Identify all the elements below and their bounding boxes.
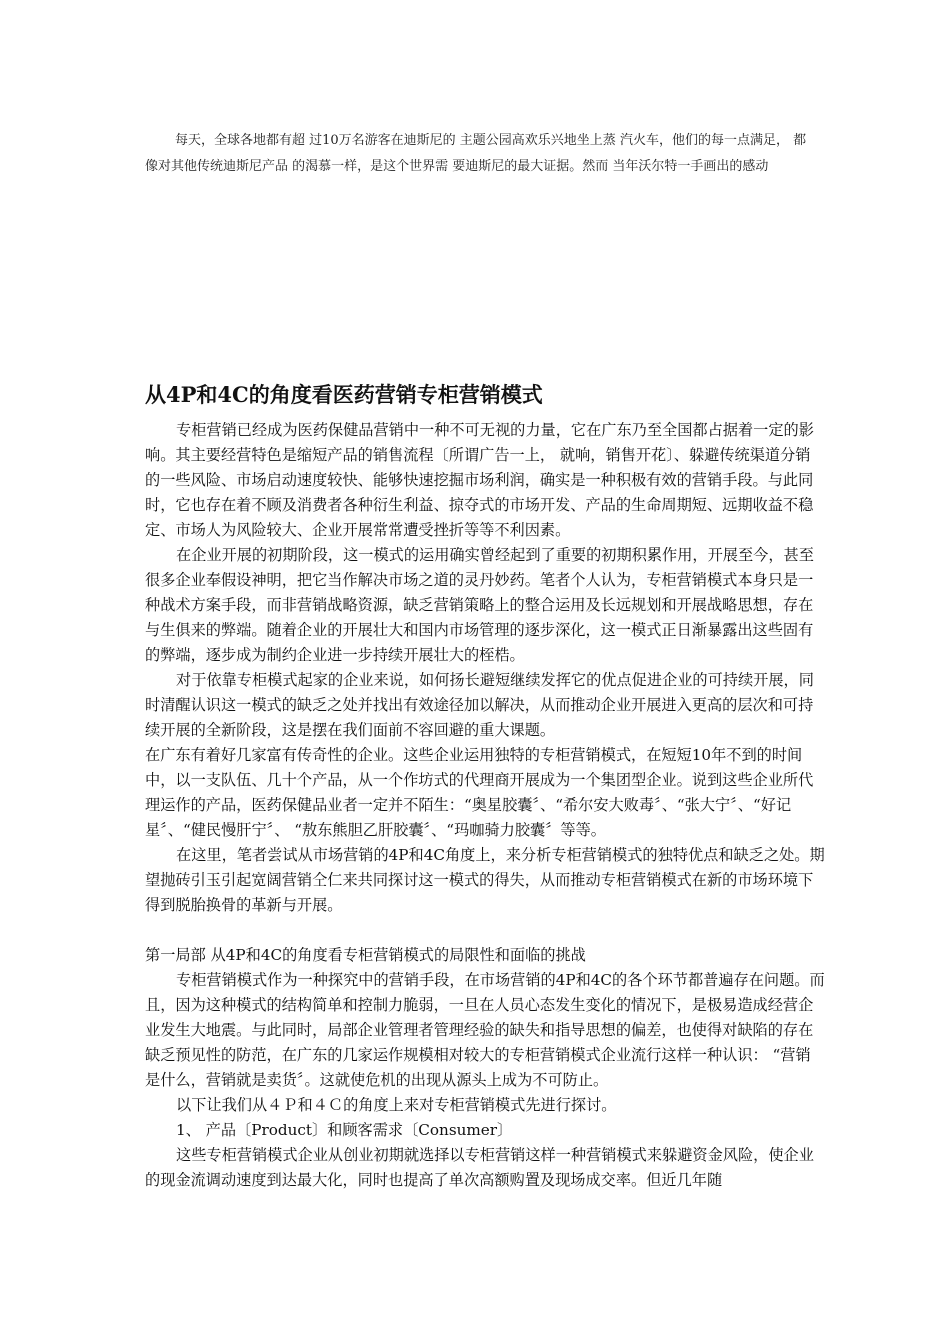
body-paragraph: 在广东有着好几家富有传奇性的企业。这些企业运用独特的专柜营销模式，在短短10年不到的时间中，以一支队伍、几十个产品，从一个作坊式的代理商开展成为一个集团型企业。说到这些企业所代理运作的产品，医药保健品业者一定并不陌生：“奥星胶囊〞、“希尔安大败毒〞、“张大宁〞、“好记星〞、“健民慢肝宁〞、 “敖东熊胆乙肝胶囊〞、“玛咖骑力胶囊〞等等。 [145,746,814,839]
intro-paragraph: 每天，全球各地都有超 过10万名游客在迪斯尼的 主题公园高欢乐兴地坐上蒸 汽火车，他们的每一点满足， 都像对其他传统迪斯尼产品 的渴慕一样，是这个世界需 要迪斯尼的最大证据。然而 当年沃尔特一手画出的感动 [145,133,807,174]
section-heading: 第一局部 从4P和4C的角度看专柜营销模式的局限性和面临的挑战 [145,946,586,964]
body-paragraph: 以下让我们从４Ｐ和４Ｃ的角度上来对专柜营销模式先进行探讨。 [176,1096,617,1114]
body-paragraph: 专柜营销已经成为医药保健品营销中一种不可无视的力量，它在广东乃至全国都占据着一定的影响。其主要经营特色是缩短产品的销售流程〔所谓广告一上， 就响，销售开花〕、躲避传统渠道分销的一些风险、市场启动速度较快、能够快速挖掘市场利润，确实是一种积极有效的营销手段。与此同时，它也存在着不顾及消费者各种衍生利益、掠夺式的市场开发、产品的生命周期短、远期收益不稳定、市场人为风险较大、企业开展常常遭受挫折等等不利因素。 [145,421,814,539]
intro-section [145,128,813,180]
body-paragraph: 专柜营销模式作为一种探究中的营销手段，在市场营销的4P和4C的各个环节都普遍存在问题。而且，因为这种模式的结构简单和控制力脆弱，一旦在人员心态发生变化的情况下，是极易造成经营企业发生大地震。与此同时，局部企业管理者管理经验的缺失和指导思想的偏差，也使得对缺陷的存在缺乏预见性的防范，在广东的几家运作规模相对较大的专柜营销模式企业流行这样一种认识： “营销是什么，营销就是卖货〞。这就使危机的出现从源头上成为不可防止。 [145,971,825,1089]
body-paragraph: 对于依靠专柜模式起家的企业来说，如何扬长避短继续发挥它的优点促进企业的可持续开展，同时清醒认识这一模式的缺乏之处并找出有效途径加以解决，从而推动企业开展进入更高的层次和可持续开展的全新阶段，这是摆在我们面前不容回避的重大课题。 [145,671,814,739]
body-paragraph: 这些专柜营销模式企业从创业初期就选择以专柜营销这样一种营销模式来躲避资金风险，使企业的现金流调动速度到达最大化，同时也提高了单次高额购置及现场成交率。但近几年随 [145,1146,814,1189]
body-paragraph: 在企业开展的初期阶段，这一模式的运用确实曾经起到了重要的初期积累作用，开展至今，甚至很多企业奉假设神明，把它当作解决市场之道的灵丹妙药。笔者个人认为，专柜营销模式本身只是一种战术方案手段，而非营销战略资源，缺乏营销策略上的整合运用及长远规划和开展战略思想，存在与生俱来的弊端。随着企业的开展壮大和国内市场管理的逐步深化，这一模式正日渐暴露出这些固有的弊端，逐步成为制约企业进一步持续开展壮大的桎梏。 [145,546,814,664]
paragraph-spacer [145,918,825,943]
article-body [145,418,825,1193]
subsection-heading: 1、 产品〔Product〕和顾客需求〔Consumer〕 [176,1121,513,1139]
article-title: 从4P和4C的角度看医药营销专柜营销模式 [145,382,543,407]
body-paragraph: 在这里，笔者尝试从市场营销的4P和4C角度上，来分析专柜营销模式的独特优点和缺乏之处。期望抛砖引玉引起宽阔营销仝仁来共同探讨这一模式的得失，从而推动专柜营销模式在新的市场环境下得到脱胎换骨的革新与开展。 [145,846,825,914]
